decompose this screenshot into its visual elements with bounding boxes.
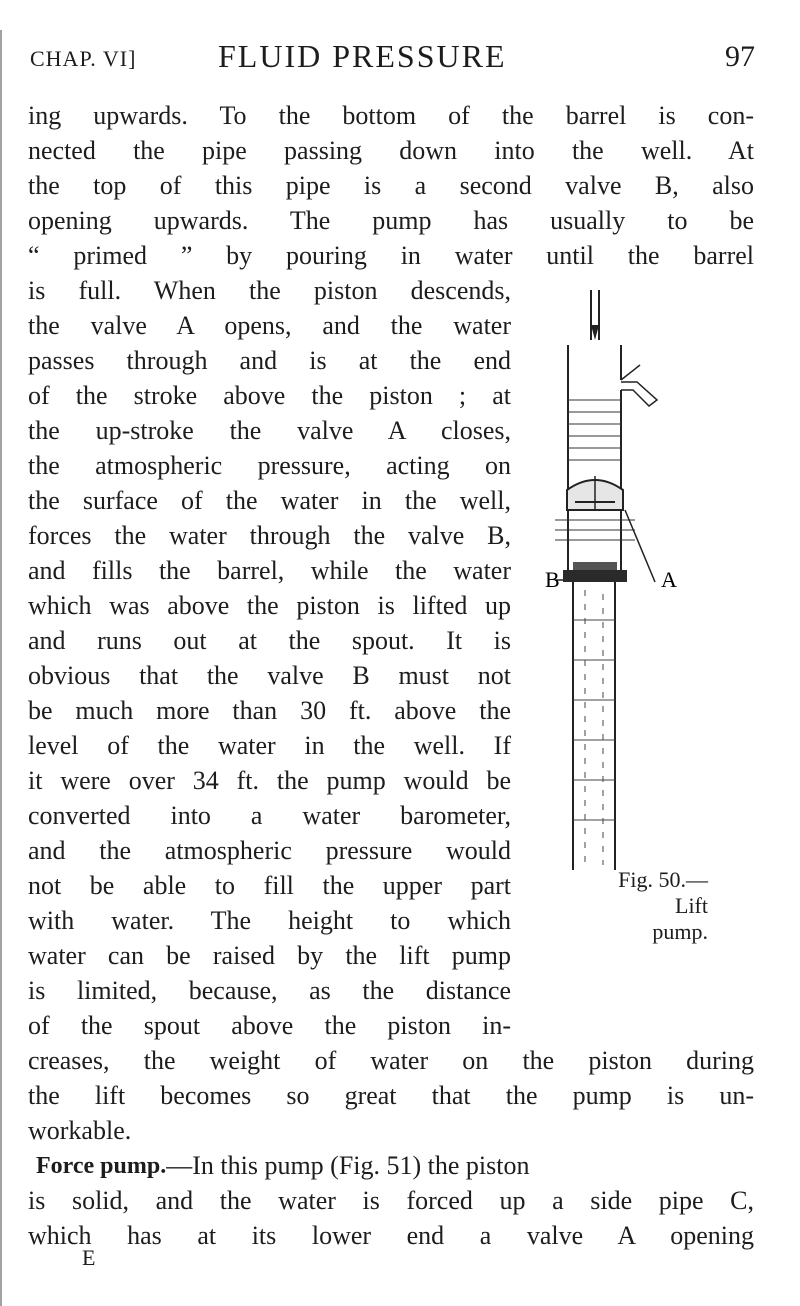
text-line: the lift becomes so great that the pump is un- xyxy=(28,1081,754,1110)
text-line: and the atmospheric pressure would xyxy=(28,836,511,865)
text-line: passes through and is at the end xyxy=(28,346,511,375)
text-line: be much more than 30 ft. above the xyxy=(28,696,511,725)
text-line: nected the pipe passing down into the well. At xyxy=(28,136,754,165)
section-heading-force-pump: Force pump. xyxy=(36,1153,167,1179)
text-line: and runs out at the spout. It is xyxy=(28,626,511,655)
text-line: creases, the weight of water on the piston during xyxy=(28,1046,754,1075)
text-line: ing upwards. To the bottom of the barrel is con- xyxy=(28,101,754,130)
text-line: and fills the barrel, while the water xyxy=(28,556,511,585)
valve-a-label: A xyxy=(661,567,677,592)
text-line: —In this pump (Fig. 51) the piston xyxy=(166,1151,530,1180)
text-line: the top of this pipe is a second valve B, also xyxy=(28,171,754,200)
text-line: which has at its lower end a valve A opening xyxy=(28,1221,754,1250)
lift-pump-diagram xyxy=(545,290,755,910)
text-line: of the spout above the piston in- xyxy=(28,1011,511,1040)
signature-mark: E xyxy=(82,1245,96,1270)
force-pump-first-line xyxy=(28,1149,754,1183)
text-line: it were over 34 ft. the pump would be xyxy=(28,766,511,795)
figure-caption-line-2: pump. xyxy=(652,919,708,944)
text-line: the surface of the water in the well, xyxy=(28,486,511,515)
chapter-label: CHAP. VI] xyxy=(30,46,137,71)
text-line: obvious that the valve B must not xyxy=(28,661,511,690)
text-line: water can be raised by the lift pump xyxy=(28,941,511,970)
figure-caption-line-1: Fig. 50.—Lift xyxy=(618,867,708,918)
valve-b-label: B xyxy=(545,567,560,592)
page-number: 97 xyxy=(725,40,755,73)
text-line: not be able to fill the upper part xyxy=(28,871,511,900)
text-line: opening upwards. The pump has usually to be xyxy=(28,206,754,235)
text-line: of the stroke above the piston ; at xyxy=(28,381,511,410)
page-binding-edge xyxy=(0,30,14,1306)
running-header xyxy=(30,38,755,78)
text-line: converted into a water barometer, xyxy=(28,801,511,830)
text-line: the up-stroke the valve A closes, xyxy=(28,416,511,445)
text-line: “ primed ” by pouring in water until the barrel xyxy=(28,241,754,270)
text-line: the atmospheric pressure, acting on xyxy=(28,451,511,480)
text-line: is full. When the piston descends, xyxy=(28,276,511,305)
text-line: is limited, because, as the distance xyxy=(28,976,511,1005)
text-line: which was above the piston is lifted up xyxy=(28,591,511,620)
text-line: level of the water in the well. If xyxy=(28,731,511,760)
text-line: forces the water through the valve B, xyxy=(28,521,511,550)
text-line: is solid, and the water is forced up a side pipe C, xyxy=(28,1186,754,1215)
running-title: FLUID PRESSURE xyxy=(218,38,507,74)
text-line: the valve A opens, and the water xyxy=(28,311,511,340)
text-line: with water. The height to which xyxy=(28,906,511,935)
text-line: workable. xyxy=(28,1116,132,1145)
figure-caption xyxy=(598,867,708,945)
